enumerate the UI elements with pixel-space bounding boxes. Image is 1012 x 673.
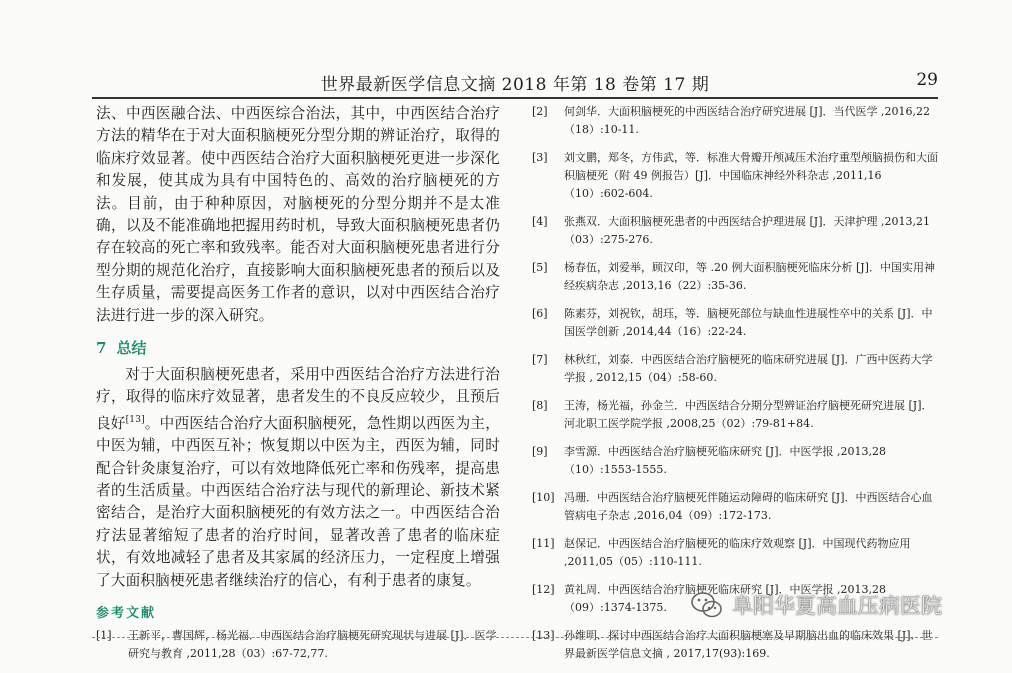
reference-item	[532, 305, 940, 341]
reference-item	[532, 489, 940, 525]
reference-text: 何剑华．大面积脑梗死的中西医结合治疗研究进展 [J]．当代医学 ,2016,22（18）:10-11.	[564, 105, 930, 136]
section-title: 总结	[116, 339, 147, 358]
reference-item	[532, 627, 940, 663]
reference-number: [12]	[532, 583, 555, 596]
header-rule	[92, 97, 938, 99]
reference-item	[532, 397, 940, 433]
right-column	[532, 103, 940, 673]
reference-text: 王涛，杨光福，孙金兰．中西医结合分期分型辨证治疗脑梗死研究进展 [J]．河北职工医学院学报 ,2008,25（02）:79-81+84.	[564, 399, 933, 430]
reference-text: 黄礼周．中西医结合治疗脑梗死临床研究 [J]．中医学报 ,2013,28（09）:1374-1375.	[564, 583, 886, 614]
summary-text-continued: 。中西医结合治疗大面积脑梗死，急性期以西医为主，中医为辅，中西医互补；恢复期以中医为主，西医为辅，同时配合针灸康复治疗，可以有效地降低死亡率和伤残率，提高患者的生活质量。中西医结合治疗法与现代的新理论、新技术紧密结合，是治疗大面积脑梗死的有效方法之一。中西医结合治疗法显著缩短了患者的治疗时间，显著改善了患者的临床症状，有效地减轻了患者及其家属的经济压力，一定程度上增强了大面积脑梗死患者继续治疗的信心，有利于患者的康复。	[96, 414, 500, 589]
watermark-text: 阜阳华夏高血压病医院	[732, 594, 942, 618]
reference-text: 林秋红，刘泰．中西医结合治疗脑梗死的临床研究进展 [J]．广西中医药大学学报 , 2012,15（04）:58-60.	[564, 353, 933, 384]
reference-number: [1]	[96, 628, 112, 642]
wechat-icon	[690, 590, 724, 620]
reference-number: [3]	[532, 151, 548, 164]
reference-text: 陈素芬，刘祝钦，胡珏，等．脑梗死部位与缺血性进展性卒中的关系 [J]．中国医学创新 ,2014,44（16）:22-24.	[564, 307, 933, 338]
reference-number: [10]	[532, 491, 555, 504]
summary-text: 对于大面积脑梗死患者，采用中西医结合治疗方法进行治疗，取得的临床疗效显著，患者发生的不良反应较少，且预后良好	[96, 366, 500, 432]
footer-rule	[92, 637, 938, 638]
reference-number: [2]	[532, 105, 548, 118]
reference-text: 冯珊．中西医结合治疗脑梗死伴随运动障碍的临床研究 [J]．中西医结合心血管病电子杂志 ,2016,04（09）:172-173.	[564, 491, 933, 522]
section-heading	[96, 337, 500, 358]
reference-item	[532, 103, 940, 139]
reference-number: [9]	[532, 445, 548, 458]
reference-number: [4]	[532, 215, 548, 228]
reference-number: [8]	[532, 399, 548, 412]
reference-item	[532, 351, 940, 387]
reference-text: 王新平，曹国辉，杨光福．中西医结合治疗脑梗死研究现状与进展 [J]．医学研究与教育 ,2011,28（03）:67-72,77.	[128, 628, 497, 660]
left-column	[96, 103, 500, 671]
citation-marker: [13]	[125, 414, 145, 425]
reference-item	[532, 213, 940, 249]
reference-item	[532, 259, 940, 295]
reference-text: 孙维明．探讨中西医结合治疗大面积脑梗塞及早期脑出血的临床效果 [J]．世界最新医学信息文摘 , 2017,17(93):169.	[564, 629, 933, 660]
section-number: 7	[96, 339, 107, 358]
reference-item	[532, 443, 940, 479]
reference-number: [5]	[532, 261, 548, 274]
reference-text: 赵保记．中西医结合治疗脑梗死的临床疗效观察 [J]．中国现代药物应用 ,2011,05（05）:110-111.	[564, 537, 911, 568]
reference-item	[532, 535, 940, 571]
reference-text: 杨春伍，刘爱举，顾汉印，等 .20 例大面积脑梗死临床分析 [J]．中国实用神经疾病杂志 ,2013,16（22）:35-36.	[564, 261, 935, 292]
journal-title: 世界最新医学信息文摘 2018 年第 18 卷第 17 期	[320, 75, 710, 95]
reference-text: 张燕双．大面积脑梗死患者的中西医结合护理进展 [J]．天津护理 ,2013,21（03）:275-276.	[564, 215, 930, 246]
reference-item	[532, 149, 940, 203]
page-number: 29	[916, 70, 938, 90]
references-heading: 参考文献	[96, 605, 157, 621]
reference-number: [6]	[532, 307, 548, 320]
reference-number: [11]	[532, 537, 555, 550]
page-header	[92, 70, 938, 96]
reference-item	[96, 627, 500, 663]
reference-number: [7]	[532, 353, 548, 366]
reference-text: 李雪源．中西医结合治疗脑梗死临床研究 [J]．中医学报 ,2013,28（10）:1553-1555.	[564, 445, 886, 476]
watermark	[690, 590, 942, 620]
body-paragraph: 法、中西医融合法、中西医综合治法，其中，中西医结合治疗方法的精华在于对大面积脑梗死分型分期的辨证治疗，取得的临床疗效显著。使中西医结合治疗大面积脑梗死更进一步深化和发展，使其成为具有中国特色的、高效的治疗脑梗死的方法。目前，由于种种原因，对脑梗死的分型分期并不是太准确，以及不能准确地把握用药时机，导致大面积脑梗死患者仍存在较高的死亡率和致残率。能否对大面积脑梗死患者进行分型分期的规范化治疗，直接影响大面积脑梗死患者的预后以及生存质量，需要提高医务工作者的意识，以对中西医结合治疗法进行进一步的深入研究。	[96, 105, 500, 324]
summary-paragraph	[96, 364, 500, 592]
reference-text: 刘文鹏，郑冬，方伟武，等．标准大骨瓣开颅减压术治疗重型颅脑损伤和大面积脑梗死（附 49 例报告）[J]．中国临床神经外科杂志 ,2011,16（10）:602-604.	[564, 151, 938, 200]
reference-number: [13]	[532, 629, 555, 642]
